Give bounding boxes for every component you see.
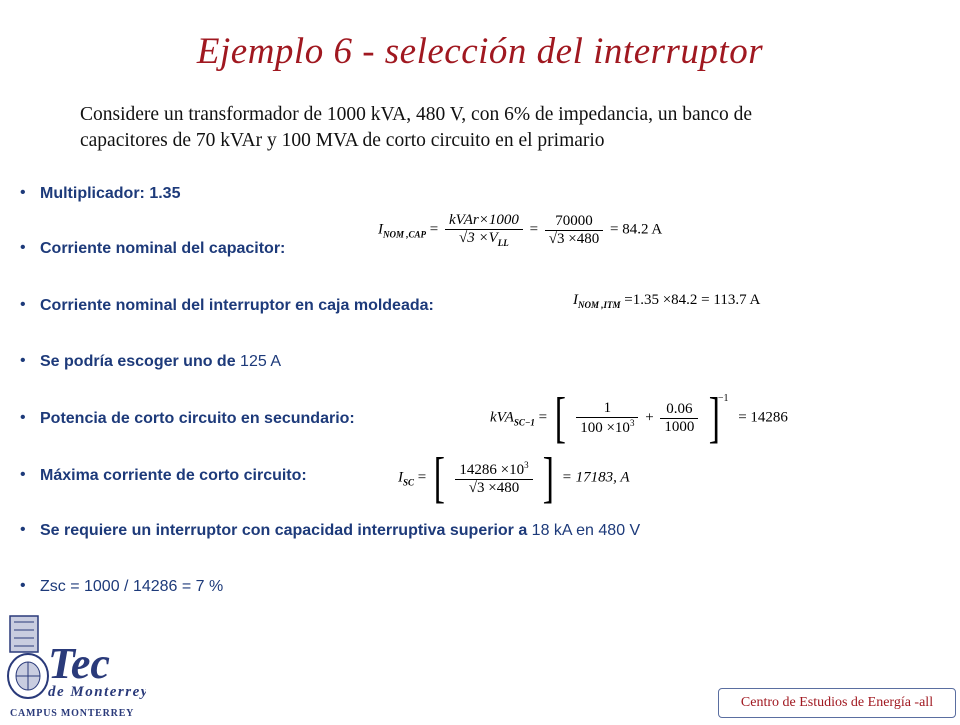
eq-result: =1.35 ×84.2 = 113.7 A [624, 292, 761, 308]
bullet-dot-icon: • [20, 577, 26, 594]
right-bracket-icon: ] [708, 387, 721, 449]
eq-denominator: 1000 [660, 418, 698, 436]
eq-result: = 14286 [738, 409, 788, 426]
eq-denominator: 100 ×10 [580, 419, 630, 436]
eq-numerator: 70000 [555, 212, 593, 229]
bullet-plain-text: 18 kA en 480 V [527, 522, 641, 539]
eq-denominator: √3 ×480 [545, 230, 603, 248]
bullet-dot-icon: • [20, 352, 26, 369]
left-bracket-icon: [ [554, 387, 566, 449]
bullet-dot-icon: • [20, 184, 26, 201]
eq-fraction [445, 212, 523, 248]
bullet-plain-text: 125 A [235, 353, 281, 370]
problem-statement: Considere un transformador de 1000 kVA, 480 V, con 6% de impedancia, un banco de capacitores de 70 kVAr y 100 MVA de corto circuito en el primario [80, 104, 753, 151]
eq-numerator: 1 [603, 399, 612, 416]
eq-exponent: −1 [717, 393, 729, 405]
bullet-bold-text: Se requiere un interruptor con capacidad interruptiva superior a [40, 522, 528, 539]
slide-title: Ejemplo 6 - selección del interruptor [196, 31, 764, 72]
eq-lhs: I [398, 469, 403, 486]
eq-fraction [455, 460, 532, 497]
logo-text-campus: CAMPUS MONTERREY [10, 708, 135, 719]
eq-result: = 17183, A [561, 469, 630, 486]
bullet-dot-icon: • [20, 296, 26, 313]
eq-result: = 84.2 A [610, 221, 663, 238]
logo-tower [10, 616, 38, 652]
bullet-dot-icon: • [20, 466, 26, 483]
logo-text-main: Tec [48, 639, 110, 688]
bullet-bold-text: Se podría escoger uno de [40, 353, 236, 370]
bullet-bold-text: Multiplicador: 1.35 [40, 185, 181, 202]
bullet-dot-icon: • [20, 239, 26, 256]
equation-short-circuit-current: $I_{SC}$ = [ $\frac{14286 \times 10^3}{√3 \times 480}$ ] = 17183, A [398, 447, 630, 509]
eq-lhs: I [573, 292, 578, 308]
eq-fraction [576, 400, 638, 437]
bullet-bold-text: Corriente nominal del interruptor en caja moldeada: [40, 297, 434, 314]
eq-denominator: √3 ×480 [455, 479, 532, 497]
bullet-bold-text: Máxima corriente de corto circuito: [40, 467, 307, 484]
equation-breaker-current [573, 292, 760, 310]
tec-logo [6, 612, 146, 720]
eq-denominator: √3 ×V [459, 230, 498, 246]
bullet-dot-icon: • [20, 521, 26, 538]
eq-sub: LL [497, 238, 509, 248]
bullet-dot-icon: • [20, 409, 26, 426]
eq-fraction [545, 213, 603, 248]
eq-lhs-sub: SC−1 [513, 417, 535, 428]
left-bracket-icon: [ [433, 447, 445, 509]
eq-lhs-sub: SC [403, 477, 415, 488]
eq-exponent: 3 [629, 417, 635, 428]
eq-lhs: I [378, 221, 383, 238]
eq-exponent: 3 [524, 459, 529, 470]
bullet-bold-text: Potencia de corto circuito en secundario: [40, 410, 355, 427]
eq-fraction [660, 401, 698, 436]
bullet-plain-text: Zsc = 1000 / 14286 = 7 % [40, 578, 224, 595]
bullet-bold-text: Corriente nominal del capacitor: [40, 240, 286, 257]
eq-numerator: 14286 ×10 [459, 461, 525, 478]
equation-capacitor-current: $I_{NOM ,CAP}$ = $\frac{\text{kVAr×1000}}{√3 \times V_{LL}}$ = $\frac{70000}{√3 \times 480}$ = 84.2 A [378, 212, 663, 248]
equation-short-circuit-power: kVA$_{SC-1}$ = [ $\frac{1}{100 \times 10^3}$ + $\frac{0.06}{1000}$ ]$^{-1}$ = 14286 [490, 387, 788, 449]
eq-numerator: kVAr×1000 [448, 212, 519, 228]
footer-label: Centro de Estudios de Energía -all [718, 688, 956, 718]
right-bracket-icon: ] [543, 447, 555, 509]
eq-lhs-sub: NOM ,ITM [578, 300, 621, 310]
eq-lhs-sub: NOM ,CAP [383, 229, 427, 240]
eq-numerator: 0.06 [666, 400, 693, 417]
logo-text-sub: de Monterrey [48, 684, 146, 700]
eq-lhs: kVA [490, 409, 514, 426]
